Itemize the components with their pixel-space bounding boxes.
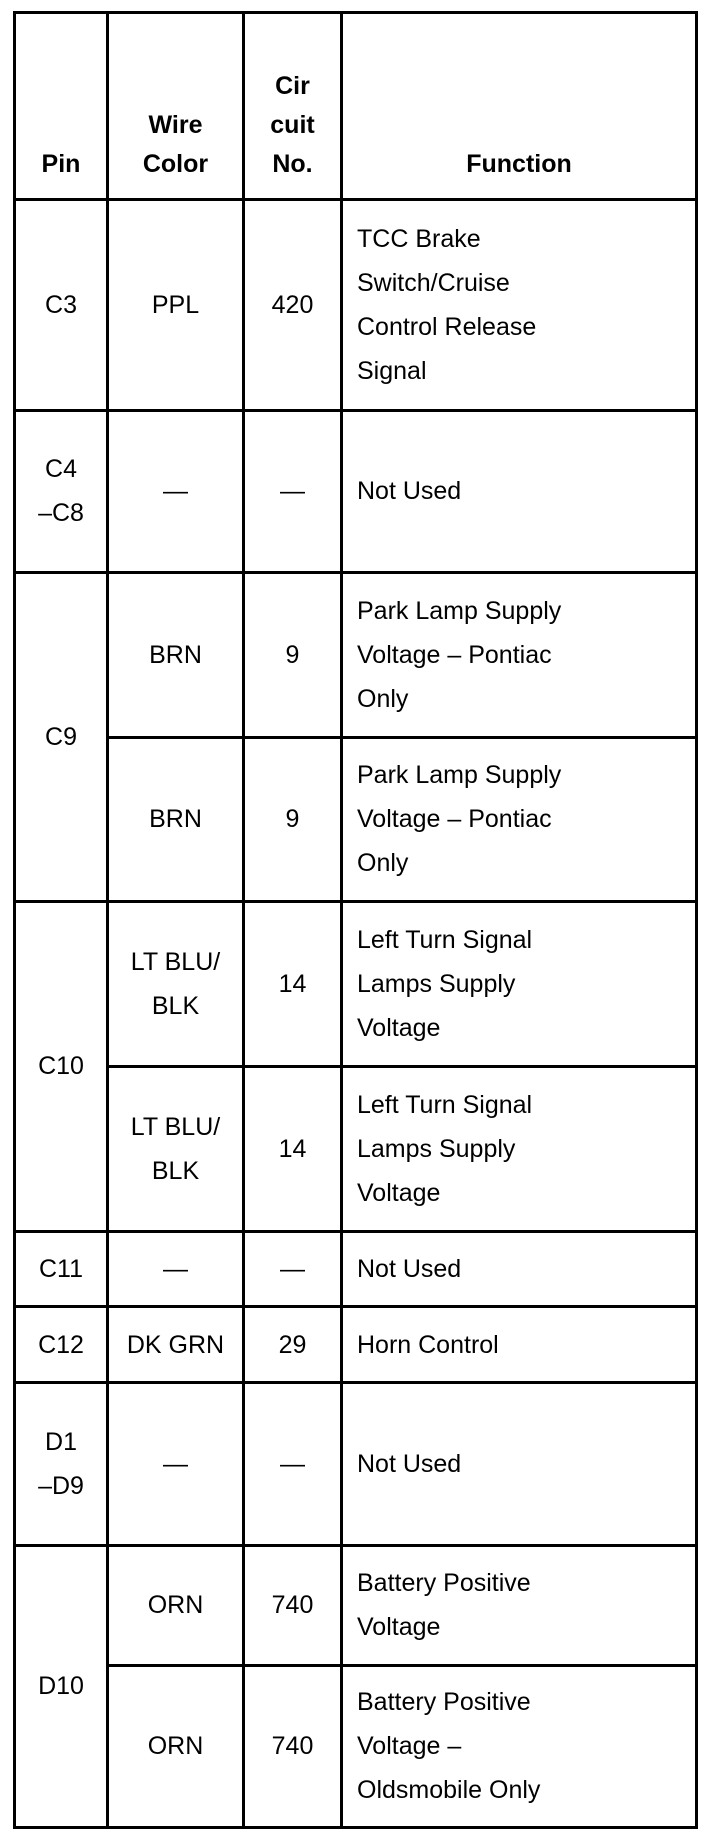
table-row <box>15 1665 697 1827</box>
connector-pinout-table <box>13 11 698 1829</box>
wire-color-cell: — <box>108 1383 244 1545</box>
pin-cell: C4 –C8 <box>15 410 108 572</box>
pin-cell: C9 <box>15 572 108 901</box>
circuit-cell: 9 <box>244 737 342 902</box>
pin-cell: C11 <box>15 1231 108 1306</box>
circuit-cell: 9 <box>244 572 342 737</box>
circuit-cell: 740 <box>244 1545 342 1665</box>
function-cell: Not Used <box>342 410 697 572</box>
circuit-cell: — <box>244 410 342 572</box>
function-cell: Horn Control <box>342 1306 697 1382</box>
circuit-cell: 14 <box>244 902 342 1067</box>
function-cell: Not Used <box>342 1383 697 1545</box>
pin-cell: C10 <box>15 902 108 1231</box>
circuit-cell: 14 <box>244 1066 342 1231</box>
wire-color-cell: LT BLU/ BLK <box>108 1066 244 1231</box>
pin-cell: C3 <box>15 200 108 411</box>
function-cell: Park Lamp Supply Voltage – Pontiac Only <box>342 572 697 737</box>
wire-color-cell: BRN <box>108 737 244 902</box>
wire-color-cell: DK GRN <box>108 1306 244 1382</box>
function-cell: Park Lamp Supply Voltage – Pontiac Only <box>342 737 697 902</box>
function-cell: Battery Positive Voltage <box>342 1545 697 1665</box>
pin-cell: D10 <box>15 1545 108 1827</box>
table-row <box>15 1545 697 1665</box>
table-row <box>15 410 697 572</box>
function-cell: Battery Positive Voltage – Oldsmobile Only <box>342 1665 697 1827</box>
header-function: Function <box>342 13 697 200</box>
function-cell: Left Turn Signal Lamps Supply Voltage <box>342 1066 697 1231</box>
table-row <box>15 1231 697 1306</box>
function-cell: Not Used <box>342 1231 697 1306</box>
header-row <box>15 13 697 200</box>
header-pin: Pin <box>15 13 108 200</box>
header-wire-color: Wire Color <box>108 13 244 200</box>
circuit-cell: 740 <box>244 1665 342 1827</box>
circuit-cell: 420 <box>244 200 342 411</box>
table-row <box>15 737 697 902</box>
pin-cell: D1 –D9 <box>15 1383 108 1545</box>
wire-color-cell: — <box>108 1231 244 1306</box>
wire-color-cell: BRN <box>108 572 244 737</box>
table-row <box>15 572 697 737</box>
table-row <box>15 1306 697 1382</box>
wire-color-cell: ORN <box>108 1545 244 1665</box>
table-row <box>15 1066 697 1231</box>
circuit-cell: 29 <box>244 1306 342 1382</box>
wire-color-cell: LT BLU/ BLK <box>108 902 244 1067</box>
wire-color-cell: ORN <box>108 1665 244 1827</box>
wire-color-cell: — <box>108 410 244 572</box>
wire-color-cell: PPL <box>108 200 244 411</box>
table-row <box>15 200 697 411</box>
pin-cell: C12 <box>15 1306 108 1382</box>
function-cell: Left Turn Signal Lamps Supply Voltage <box>342 902 697 1067</box>
header-circuit-number: Cir cuit No. <box>244 13 342 200</box>
function-cell: TCC Brake Switch/Cruise Control Release Signal <box>342 200 697 411</box>
table-row <box>15 1383 697 1545</box>
table-row <box>15 902 697 1067</box>
circuit-cell: — <box>244 1383 342 1545</box>
circuit-cell: — <box>244 1231 342 1306</box>
